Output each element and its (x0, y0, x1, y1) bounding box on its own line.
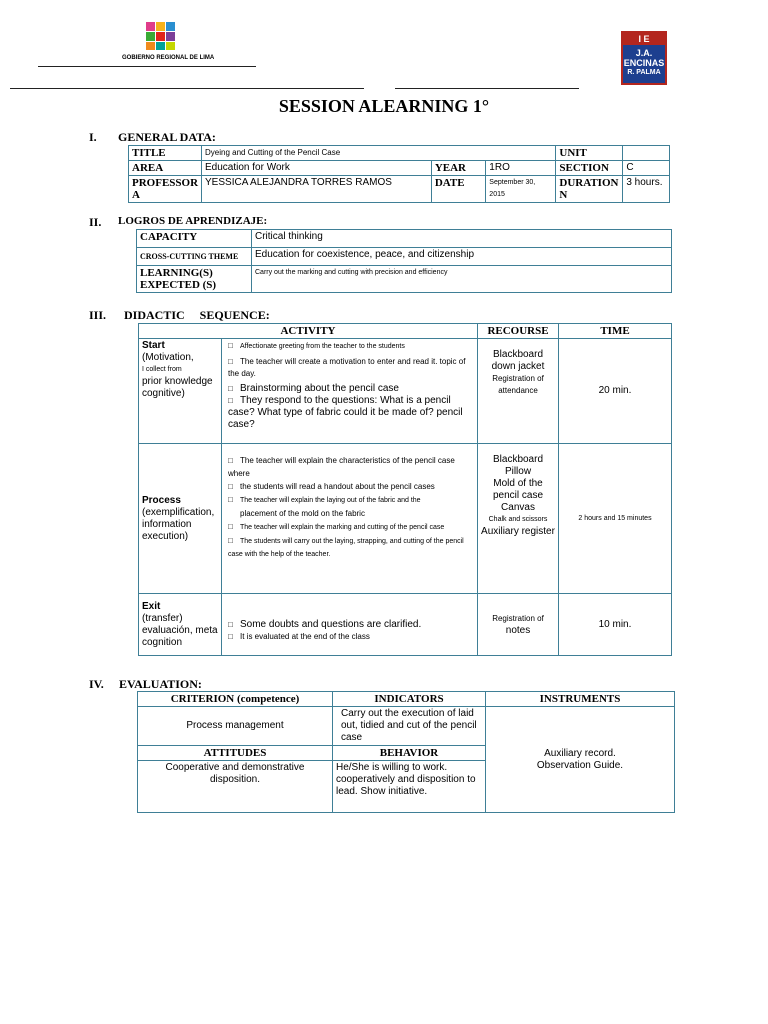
duration-label: DURATION N (556, 176, 623, 203)
activity-header: ACTIVITY (139, 324, 478, 339)
bullet-icon: □ (228, 620, 233, 629)
time-header: TIME (559, 324, 672, 339)
school-logo-middle: J.A. ENCINAS (623, 48, 665, 68)
indicators-value: Carry out the execution of laid out, tidied and cut of the pencil case (333, 707, 486, 746)
professor-label: PROFESSOR A (129, 176, 202, 203)
gov-logo (146, 22, 176, 50)
bullet-icon: □ (228, 357, 233, 366)
header-divider (10, 88, 364, 89)
capacity-label: CAPACITY (137, 230, 252, 248)
exit-time-cell: 10 min. (559, 594, 672, 656)
start-time-cell: 20 min. (559, 339, 672, 444)
cross-cutting-label: CROSS-CUTTING THEME (137, 248, 252, 266)
start-activity-cell (222, 339, 478, 444)
phase-description: (transfer) evaluación, meta cognition (142, 612, 218, 648)
school-logo-bottom: R. PALMA (627, 69, 661, 76)
phase-description: (Motivation, (142, 352, 194, 363)
resource-item: Registration of (492, 374, 544, 383)
bullet-icon: □ (228, 536, 233, 545)
date-value: September 30, 2015 (486, 176, 556, 203)
bullet-icon: □ (228, 384, 233, 393)
bullet-icon: □ (228, 456, 233, 465)
list-item: □ The teacher will create a motivation to enter and read it. topic of the day. (228, 357, 466, 378)
phase-description: (exemplification, information execution) (142, 506, 215, 542)
list-item: □ It is evaluated at the end of the class (228, 632, 370, 641)
general-data-table (128, 145, 670, 203)
indicators-header: INDICATORS (333, 692, 486, 707)
list-item: □ Affectionate greeting from the teacher to the students (228, 341, 405, 350)
professor-value: YESSICA ALEJANDRA TORRES RAMOS (202, 176, 432, 203)
resource-header: RECOURSE (478, 324, 559, 339)
section-label: SECTION (556, 161, 623, 176)
year-value: 1RO (486, 161, 556, 176)
learning-expected-value: Carry out the marking and cutting with precision and efficiency (252, 266, 672, 293)
year-label: YEAR (431, 161, 485, 176)
section-heading: DIDACTIC SEQUENCE: (124, 308, 270, 322)
start-phase-cell (139, 339, 222, 444)
resource-item: notes (505, 624, 531, 636)
behavior-header: BEHAVIOR (333, 746, 486, 761)
section-heading: LOGROS DE APRENDIZAJE: (118, 215, 268, 227)
section-number: II. (89, 215, 102, 229)
list-item: □ the students will read a handout about the pencil cases (228, 482, 435, 491)
resource-item: Registration of (492, 613, 544, 623)
exit-activity-cell (222, 594, 478, 656)
evaluation-table (137, 691, 675, 813)
resource-item: Mold of the (493, 478, 543, 489)
resource-item: Chalk and scissors (488, 516, 548, 523)
school-logo (621, 31, 667, 85)
phase-label: Start (142, 340, 165, 351)
bullet-icon: □ (228, 396, 233, 405)
instrument-item: Observation Guide. (536, 759, 624, 771)
title-label: TITLE (129, 146, 202, 161)
section-number: I. (89, 130, 97, 144)
resource-item: Blackboard (492, 454, 544, 465)
bullet-icon: □ (228, 482, 233, 491)
process-resource-cell (478, 444, 559, 594)
bullet-icon: □ (228, 495, 233, 504)
list-item: □ The teacher will explain the marking and cutting of the pencil case (228, 522, 445, 531)
phase-label: Process (142, 494, 181, 506)
resource-item: pencil case (492, 490, 544, 501)
didactic-table (138, 323, 672, 656)
criterion-header: CRITERION (competence) (138, 692, 333, 707)
header-divider (395, 88, 579, 89)
resource-item: attendance (498, 386, 538, 395)
bullet-icon: □ (228, 632, 233, 641)
section-number: IV. (89, 677, 104, 691)
header-divider (38, 66, 256, 67)
bullet-icon: □ (228, 341, 233, 350)
instrument-item: Auxiliary record. (544, 747, 616, 759)
unit-value (623, 146, 670, 161)
section-number: III. (89, 308, 107, 322)
area-label: AREA (129, 161, 202, 176)
school-logo-top: I E (623, 33, 665, 45)
section-heading: EVALUATION: (119, 677, 202, 691)
title-value: Dyeing and Cutting of the Pencil Case (202, 146, 556, 161)
section-value: C (623, 161, 670, 176)
list-item: □ Some doubts and questions are clarified. (228, 619, 422, 630)
phase-label: Exit (142, 600, 161, 612)
list-item: □ The teacher will explain the laying out of the fabric and the (228, 495, 421, 504)
cross-cutting-value: Education for coexistence, peace, and citizenship (252, 248, 672, 266)
phase-description: prior knowledge cognitive) (142, 376, 213, 399)
list-item: placement of the mold on the fabric (240, 509, 365, 518)
instruments-value (486, 707, 675, 813)
section-heading: GENERAL DATA: (118, 130, 216, 144)
process-time-cell: 2 hours and 15 minutes (559, 444, 672, 594)
exit-phase-cell (139, 594, 222, 656)
list-item: □ Brainstorming about the pencil case (228, 383, 399, 394)
learning-expected-label: LEARNING(S) EXPECTED (S) (137, 266, 252, 293)
list-item: □ The students will carry out the laying, strapping, and cutting of the pencil case with the help of the teacher. (228, 536, 464, 558)
behavior-value: He/She is willing to work. cooperatively and disposition to lead. Show initiative. (333, 761, 486, 813)
logros-table (136, 229, 672, 293)
resource-item: Canvas (501, 502, 535, 513)
resource-item: Blackboard (492, 349, 544, 360)
attitudes-header: ATTITUDES (138, 746, 333, 761)
list-item: □ The teacher will explain the characteristics of the pencil case where (228, 456, 455, 478)
list-item: □ They respond to the questions: What is a pencil case? What type of fabric could it be made of? pencil case? (228, 395, 463, 430)
process-activity-cell (222, 444, 478, 594)
instruments-header: INSTRUMENTS (486, 692, 675, 707)
resource-item: down jacket (491, 361, 545, 372)
unit-label: UNIT (556, 146, 623, 161)
exit-resource-cell (478, 594, 559, 656)
resource-item: Pillow (504, 466, 532, 477)
bullet-icon: □ (228, 522, 233, 531)
capacity-value: Critical thinking (252, 230, 672, 248)
gov-logo-caption: GOBIERNO REGIONAL DE LIMA (122, 55, 215, 61)
phase-description: I collect from (142, 366, 182, 373)
start-resource-cell (478, 339, 559, 444)
area-value: Education for Work (202, 161, 432, 176)
criterion-value: Process management (138, 707, 333, 746)
page-title: SESSION ALEARNING 1° (278, 96, 490, 116)
resource-item: Auxiliary register (481, 526, 555, 537)
date-label: DATE (431, 176, 485, 203)
duration-value: 3 hours. (623, 176, 670, 203)
process-phase-cell (139, 444, 222, 594)
attitudes-value: Cooperative and demonstrative disposition. (138, 761, 333, 813)
